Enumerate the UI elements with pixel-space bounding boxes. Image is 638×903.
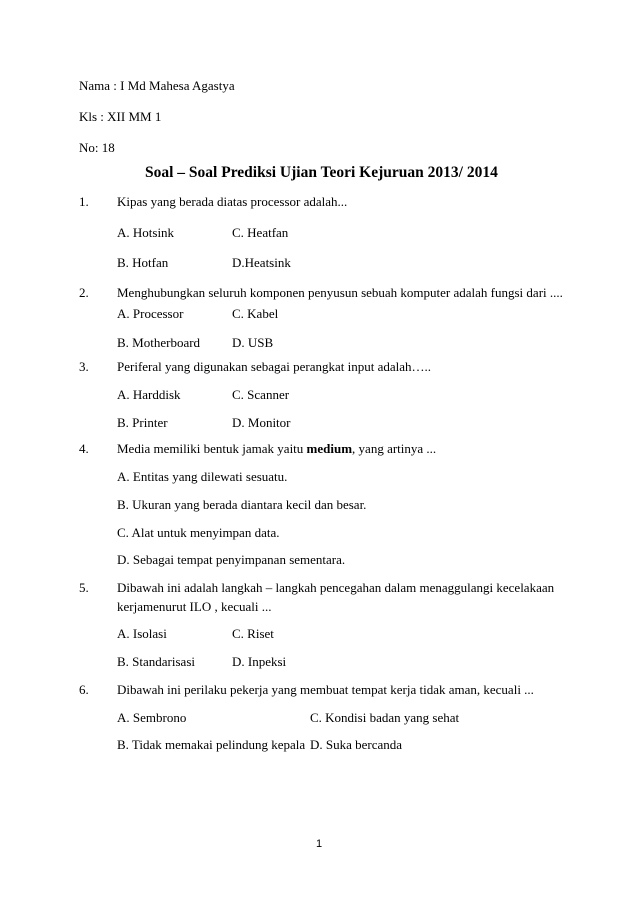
question-5-number: 5. xyxy=(79,580,89,595)
question-4-text-end: , yang artinya ... xyxy=(352,441,437,456)
question-1-option-a: A. Hotsink xyxy=(117,225,175,240)
page-number: 1 xyxy=(315,838,323,850)
question-6-option-a: A. Sembrono xyxy=(117,710,187,725)
question-1-text: Kipas yang berada diatas processor adalah... xyxy=(117,194,348,209)
question-1-option-d: D.Heatsink xyxy=(232,255,291,270)
question-1-option-c: C. Heatfan xyxy=(232,225,289,240)
question-1-number: 1. xyxy=(79,194,89,209)
question-4-option-a: A. Entitas yang dilewati sesuatu. xyxy=(117,469,288,484)
question-2-text: Menghubungkan seluruh komponen penyusun sebuah komputer adalah fungsi dari .... xyxy=(117,285,563,300)
question-2-option-d: D. USB xyxy=(232,335,274,350)
question-4-option-c: C. Alat untuk menyimpan data. xyxy=(117,525,280,540)
question-2-option-c: C. Kabel xyxy=(232,306,279,321)
question-5-text-line2: kerjamenurut ILO , kecuali ... xyxy=(117,599,272,614)
question-6-text: Dibawah ini perilaku pekerja yang membuat tempat kerja tidak aman, kecuali ... xyxy=(117,682,534,697)
question-6-option-b: B. Tidak memakai pelindung kepala xyxy=(117,737,306,752)
question-4-option-d: D. Sebagai tempat penyimpanan sementara. xyxy=(117,552,346,567)
question-3-option-b: B. Printer xyxy=(117,415,168,430)
question-5-text-line1: Dibawah ini adalah langkah – langkah pencegahan dalam menaggulangi kecelakaan xyxy=(117,580,555,595)
question-5-option-d: D. Inpeksi xyxy=(232,654,287,669)
question-4-text-start: Media memiliki bentuk jamak yaitu xyxy=(117,441,307,456)
question-3-text: Periferal yang digunakan sebagai perangkat input adalah….. xyxy=(117,359,432,374)
question-4-number: 4. xyxy=(79,441,89,456)
question-1-option-b: B. Hotfan xyxy=(117,255,169,270)
question-6-number: 6. xyxy=(79,682,89,697)
question-2-option-a: A. Processor xyxy=(117,306,184,321)
page-title: Soal – Soal Prediksi Ujian Teori Kejuruan 2013/ 2014 xyxy=(145,164,498,181)
question-3-number: 3. xyxy=(79,359,89,374)
question-4-text xyxy=(117,441,436,456)
question-2-number: 2. xyxy=(79,285,89,300)
student-class: Kls : XII MM 1 xyxy=(79,109,162,124)
question-4-option-b: B. Ukuran yang berada diantara kecil dan besar. xyxy=(117,497,367,512)
question-3-option-a: A. Harddisk xyxy=(117,387,181,402)
student-number: No: 18 xyxy=(79,140,115,155)
question-2-option-b: B. Motherboard xyxy=(117,335,201,350)
question-6-option-c: C. Kondisi badan yang sehat xyxy=(310,710,460,725)
question-4-bold-term: medium xyxy=(306,441,353,456)
question-3-option-d: D. Monitor xyxy=(232,415,291,430)
question-6-option-d: D. Suka bercanda xyxy=(310,737,403,752)
question-5-option-a: A. Isolasi xyxy=(117,626,167,641)
question-5-option-b: B. Standarisasi xyxy=(117,654,195,669)
student-name: Nama : I Md Mahesa Agastya xyxy=(79,78,235,93)
question-5-option-c: C. Riset xyxy=(232,626,274,641)
question-3-option-c: C. Scanner xyxy=(232,387,290,402)
